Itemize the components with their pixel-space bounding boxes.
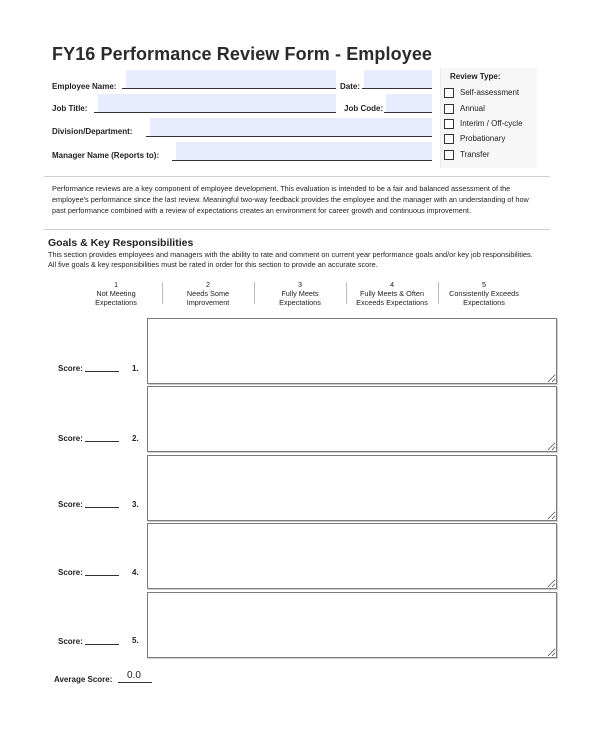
checkbox[interactable] bbox=[444, 104, 454, 114]
division-input[interactable] bbox=[150, 118, 432, 136]
goals-description: This section provides employees and managers with the ability to rate and comment on current year performance goals and/or key job responsibilities. All five goals & key responsibilities must be rated in order for this section to provide an accurate score. bbox=[48, 250, 533, 269]
goal-4-textbox[interactable] bbox=[147, 523, 557, 589]
job-title-label: Job Title: bbox=[52, 104, 88, 113]
average-score-value: 0.0 bbox=[127, 670, 141, 681]
division-label: Division/Department: bbox=[52, 127, 133, 136]
job-title-input[interactable] bbox=[98, 94, 336, 112]
goal-4-number: 4. bbox=[132, 568, 139, 577]
date-underline bbox=[362, 88, 432, 89]
goal-3-number: 3. bbox=[132, 500, 139, 509]
manager-underline bbox=[172, 160, 432, 161]
goal-2-score[interactable]: Score: bbox=[58, 434, 119, 443]
checkbox[interactable] bbox=[444, 134, 454, 144]
scale-item-2: 2 Needs Some Improvement bbox=[162, 276, 254, 312]
date-input[interactable] bbox=[364, 70, 432, 88]
average-score-label: Average Score: bbox=[54, 675, 113, 684]
scale-item-1: 1 Not Meeting Expectations bbox=[95, 280, 137, 307]
divider bbox=[44, 176, 550, 177]
goal-3-textbox[interactable] bbox=[147, 455, 557, 521]
goal-2-textbox[interactable] bbox=[147, 386, 557, 452]
review-type-interim[interactable]: Interim / Off-cycle bbox=[444, 119, 523, 129]
divider bbox=[44, 229, 550, 230]
date-label: Date: bbox=[340, 82, 361, 91]
scale-item-3: 3 Fully Meets Expectations bbox=[254, 276, 346, 312]
goal-2-number: 2. bbox=[132, 434, 139, 443]
review-type-annual[interactable]: Annual bbox=[444, 104, 485, 114]
job-code-input[interactable] bbox=[386, 94, 432, 112]
manager-label: Manager Name (Reports to): bbox=[52, 151, 160, 160]
goal-5-score[interactable]: Score: bbox=[58, 637, 119, 646]
employee-name-label: Employee Name: bbox=[52, 82, 117, 91]
goal-1-number: 1. bbox=[132, 364, 139, 373]
job-code-label: Job Code: bbox=[344, 104, 384, 113]
goals-heading: Goals & Key Responsibilities bbox=[48, 237, 194, 249]
rating-scale bbox=[70, 276, 530, 312]
goal-4-score[interactable]: Score: bbox=[58, 568, 119, 577]
job-title-underline bbox=[94, 112, 336, 113]
checkbox[interactable] bbox=[444, 150, 454, 160]
scale-item-5: 5 Consistently Exceeds Expectations bbox=[438, 276, 530, 312]
division-underline bbox=[146, 136, 432, 137]
checkbox[interactable] bbox=[444, 88, 454, 98]
employee-name-input[interactable] bbox=[126, 70, 336, 88]
review-type-transfer[interactable]: Transfer bbox=[444, 150, 490, 160]
goal-3-score[interactable]: Score: bbox=[58, 500, 119, 509]
review-type-title: Review Type: bbox=[450, 72, 501, 81]
scale-item-4: 4 Fully Meets & Often Exceeds Expectations bbox=[346, 276, 438, 312]
intro-paragraph: Performance reviews are a key component of employee development. This evaluation is intended to be a fair and balanced assessment of the employee's performance since the last review. Meaningful two-way feedback provides the employee and the manager with an understanding of how past performance combined with a review of expectations creates an environment for career growth and continuous improvement. bbox=[52, 184, 529, 215]
average-score-underline bbox=[118, 682, 152, 683]
goal-1-score[interactable]: Score: bbox=[58, 364, 119, 373]
manager-input[interactable] bbox=[176, 142, 432, 160]
goal-5-number: 5. bbox=[132, 636, 139, 645]
review-type-self-assessment[interactable]: Self-assessment bbox=[444, 88, 519, 98]
job-code-underline bbox=[384, 112, 432, 113]
goal-1-textbox[interactable] bbox=[147, 318, 557, 384]
employee-name-underline bbox=[122, 88, 336, 89]
goal-5-textbox[interactable] bbox=[147, 592, 557, 658]
form-title: FY16 Performance Review Form - Employee bbox=[52, 44, 433, 64]
checkbox[interactable] bbox=[444, 119, 454, 129]
review-type-probationary[interactable]: Probationary bbox=[444, 134, 505, 144]
